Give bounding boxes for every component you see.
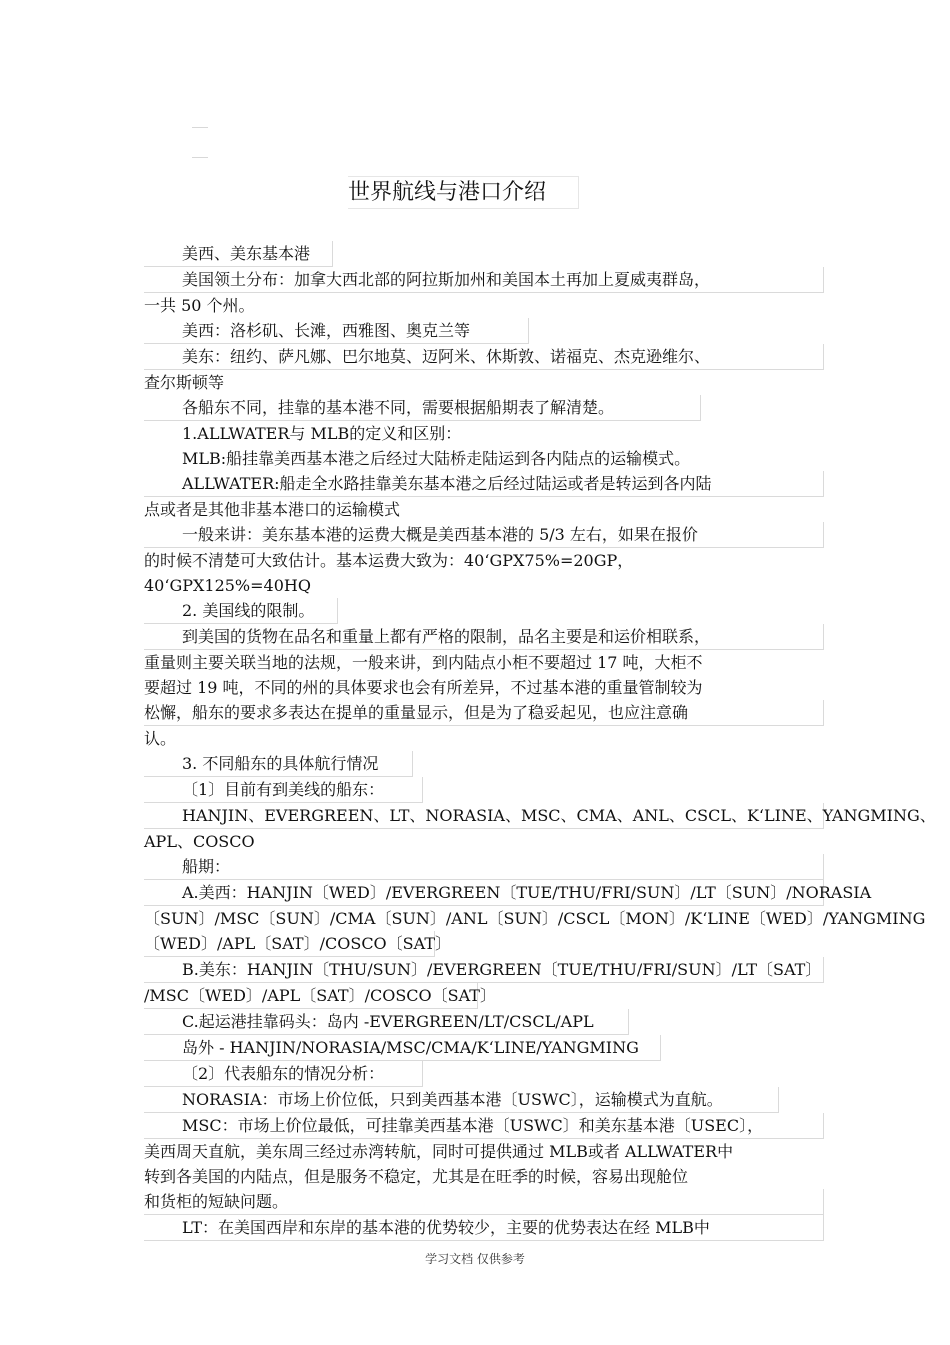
header-mark <box>192 157 208 158</box>
paragraph-line: 松懈，船东的要求多表达在提单的重量显示，但是为了稳妥起见，也应注意确 <box>144 700 824 726</box>
section-heading: 美西、美东基本港 <box>144 241 333 267</box>
paragraph-line: 重量则主要关联当地的法规，一般来讲，到内陆点小柜不要超过 17 吨，大柜不 <box>144 653 703 672</box>
document-body <box>144 241 936 1241</box>
paragraph-line: 美西：洛杉矶、长滩，西雅图、奥克兰等 <box>144 318 529 344</box>
section-heading: 1.ALLWATER与 MLB的定义和区别： <box>182 424 462 443</box>
paragraph-line: 一般来讲：美东基本港的运费大概是美西基本港的 5/3 左右，如果在报价 <box>144 522 824 548</box>
paragraph-line: 认。 <box>144 729 177 748</box>
paragraph-line: 到美国的货物在品名和重量上都有严格的限制，品名主要是和运价相联系， <box>144 624 824 650</box>
paragraph-line: 岛外 - HANJIN/NORASIA/MSC/CMA/K‘LINE/YANGMING <box>144 1035 661 1061</box>
paragraph-line: C.起运港挂靠码头：岛内 -EVERGREEN/LT/CSCL/APL <box>144 1009 629 1035</box>
paragraph-line: 点或者是其他非基本港口的运输模式 <box>144 500 401 519</box>
paragraph-line: APL、COSCO <box>144 832 255 851</box>
paragraph-line: MSC：市场上价位最低，可挂靠美西基本港〔USWC〕和美东基本港〔USEC〕， <box>144 1113 824 1139</box>
paragraph-line: ALLWATER:船走全水路挂靠美东基本港之后经过陆运或者是转运到各内陆 <box>144 471 824 497</box>
paragraph-line: 〔WED〕/APL〔SAT〕/COSCO〔SAT〕 <box>144 931 435 957</box>
section-heading: 2. 美国线的限制。 <box>144 598 338 624</box>
paragraph-line: 美国领土分布：加拿大西北部的阿拉斯加州和美国本土再加上夏威夷群岛， <box>144 267 824 293</box>
paragraph-line: 和货柜的短缺问题。 <box>144 1189 824 1215</box>
page-footer: 学习文档 仅供参考 <box>425 1252 525 1266</box>
paragraph-line: 美西周天直航，美东周三经过赤湾转航，同时可提供通过 MLB或者 ALLWATER中 <box>144 1142 734 1161</box>
paragraph-line: MLB:船挂靠美西基本港之后经过大陆桥走陆运到各内陆点的运输模式。 <box>182 449 691 468</box>
paragraph-line: B.美东：HANJIN〔THU/SUN〕/EVERGREEN〔TUE/THU/FRI/SUN〕/LT〔SAT〕 <box>144 957 824 983</box>
paragraph-line: 转到各美国的内陆点，但是服务不稳定，尤其是在旺季的时候，容易出现舱位 <box>144 1167 689 1186</box>
paragraph-line: A.美西：HANJIN〔WED〕/EVERGREEN〔TUE/THU/FRI/SUN〕/LT〔SUN〕/NORASIA <box>144 880 824 906</box>
paragraph-line: NORASIA：市场上价位低，只到美西基本港〔USWC〕，运输模式为直航。 <box>144 1087 779 1113</box>
page-title: 世界航线与港口介绍 <box>348 176 579 209</box>
header-mark <box>192 127 208 128</box>
paragraph-line: 一共 50 个州。 <box>144 296 255 315</box>
paragraph-line: 查尔斯顿等 <box>144 373 225 392</box>
section-heading: 3. 不同船东的具体航行情况 <box>144 751 413 777</box>
paragraph-line: 船期： <box>144 854 824 880</box>
paragraph-line: 各船东不同，挂靠的基本港不同，需要根据船期表了解清楚。 <box>144 395 701 421</box>
paragraph-line: 〔2〕代表船东的情况分析： <box>144 1061 423 1087</box>
paragraph-line: LT：在美国西岸和东岸的基本港的优势较少，主要的优势表达在经 MLB中 <box>144 1215 824 1241</box>
paragraph-line: HANJIN、EVERGREEN、LT、NORASIA、MSC、CMA、ANL、CSCL、K‘LINE、YANGMING、 <box>144 803 824 829</box>
paragraph-line: 的时候不清楚可大致估计。基本运费大致为：40‘GPX75%=20GP， <box>144 551 634 570</box>
paragraph-line: 〔SUN〕/MSC〔SUN〕/CMA〔SUN〕/ANL〔SUN〕/CSCL〔MON〕/K‘LINE〔WED〕/YANGMING <box>144 909 926 928</box>
paragraph-line: 40‘GPX125%=40HQ <box>144 576 311 595</box>
paragraph-line: /MSC〔WED〕/APL〔SAT〕/COSCO〔SAT〕 <box>144 983 478 1009</box>
paragraph-line: 要超过 19 吨，不同的州的具体要求也会有所差异，不过基本港的重量管制较为 <box>144 678 703 697</box>
paragraph-line: 美东：纽约、萨凡娜、巴尔地莫、迈阿米、休斯敦、诺福克、杰克逊维尔、 <box>144 344 824 370</box>
paragraph-line: 〔1〕目前有到美线的船东： <box>144 777 423 803</box>
